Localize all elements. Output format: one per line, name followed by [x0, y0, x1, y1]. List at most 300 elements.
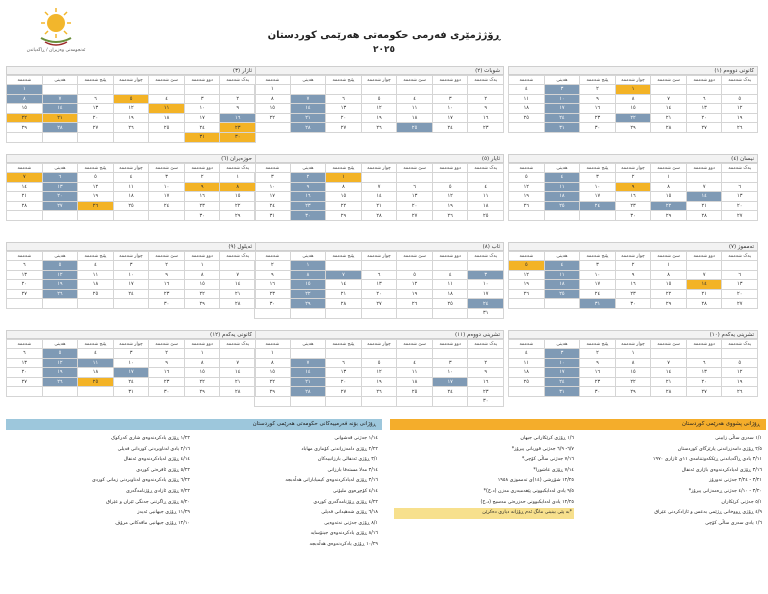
- day-cell: ٦: [397, 182, 433, 192]
- empty-cell: [686, 173, 722, 183]
- page-title: ڕۆژژمێری فەرمی حکومەتی هەرێمی کوردستان: [267, 30, 501, 41]
- empty-cell: [509, 211, 545, 221]
- weekday-header: هەینی: [290, 76, 326, 85]
- holiday-item: *بە پێی بینینی مانگ ئەم ڕۆژانە دیاری دەکرێن: [394, 508, 574, 519]
- day-cell: ٢٠: [686, 113, 722, 123]
- day-cell: ٢٨: [361, 211, 397, 221]
- holiday-item: ٣/٢٠ - ٤/١٠ جەژنی ڕەمەزانی پیرۆز*: [688, 488, 762, 494]
- day-cell: ٦: [686, 358, 722, 368]
- day-cell: ١٤: [290, 104, 326, 114]
- day-cell: ١٧: [184, 113, 220, 123]
- day-cell: ٢٤: [468, 299, 504, 309]
- weekday-header: یەک شەممە: [468, 164, 504, 173]
- day-cell: ٢١: [686, 289, 722, 299]
- day-cell: ١٤: [651, 368, 687, 378]
- day-cell: ٢٤: [544, 377, 580, 387]
- empty-cell: [397, 173, 433, 183]
- weekday-header: سێ شەممە: [397, 252, 433, 261]
- month-name: کانونی دووەم (١): [714, 68, 754, 74]
- day-cell: ٢٦: [432, 211, 468, 221]
- holiday-item: ٨/١ ڕۆژی جەژنی نەتەوەیی: [324, 520, 378, 526]
- day-cell: ١٤: [290, 368, 326, 378]
- day-cell: ٢٤: [432, 123, 468, 133]
- weekday-header: دوو شەممە: [686, 252, 722, 261]
- day-cell: ٢٠: [7, 368, 43, 378]
- day-cell: ٢٦: [722, 123, 758, 133]
- day-cell: ٢٧: [722, 211, 758, 221]
- day-cell: ٣: [580, 173, 616, 183]
- holiday-item: ١/٦ ڕۆژی کرێکارانی جیهان: [520, 436, 574, 441]
- day-cell: ١: [615, 85, 651, 95]
- weekday-header: یەک شەممە: [722, 252, 758, 261]
- day-cell: ١١: [78, 270, 114, 280]
- day-cell: ٩: [220, 104, 256, 114]
- day-cell: ١٣: [686, 104, 722, 114]
- day-cell: ٧: [686, 270, 722, 280]
- empty-cell: [397, 349, 433, 359]
- weekday-header: شەممە: [255, 340, 291, 349]
- day-cell: ٩: [184, 182, 220, 192]
- weekday-header: چوار شەممە: [361, 340, 397, 349]
- day-cell: ١٠: [149, 182, 185, 192]
- official-occasions-col1: [194, 434, 382, 551]
- day-cell: ٢٢: [7, 113, 43, 123]
- month-calendar-1: [508, 66, 758, 148]
- day-cell: ٣٠: [468, 396, 504, 406]
- day-cell: ٢٨: [290, 123, 326, 133]
- day-cell: ٢٠: [397, 201, 433, 211]
- day-cell: ٢٣: [149, 289, 185, 299]
- day-cell: ٢٣: [255, 289, 291, 299]
- empty-cell: [290, 85, 326, 95]
- day-cell: ٢٥: [78, 377, 114, 387]
- day-cell: ٥: [361, 358, 397, 368]
- weekday-header: دوو شەممە: [184, 76, 220, 85]
- empty-cell: [326, 349, 362, 359]
- weekday-header: سێ شەممە: [651, 76, 687, 85]
- weekday-header: دوو شەممە: [184, 164, 220, 173]
- empty-cell: [432, 173, 468, 183]
- day-cell: ١٦: [468, 113, 504, 123]
- day-cell: ٢٤: [113, 377, 149, 387]
- day-cell: ١١: [468, 192, 504, 202]
- day-cell: ٣١: [255, 211, 291, 221]
- day-cell: ١٨: [149, 113, 185, 123]
- empty-cell: [326, 261, 362, 271]
- official-holidays-title: ڕۆژانی پشووی هەرێمی کوردستان: [390, 419, 766, 430]
- day-cell: ٢٤: [544, 113, 580, 123]
- day-cell: ٢٥: [113, 201, 149, 211]
- month-header: [6, 330, 256, 339]
- day-cell: ٢٧: [722, 299, 758, 309]
- day-cell: ٢٨: [42, 123, 78, 133]
- holiday-item: ٤/٢٢ ڕۆژی ڕۆژنامەگەری کوردی: [313, 499, 378, 505]
- empty-cell: [220, 261, 256, 271]
- day-cell: ١٥: [615, 104, 651, 114]
- weekday-header: شەممە: [7, 252, 43, 261]
- day-cell: ١٨: [509, 368, 545, 378]
- month-name: شوبات (٢): [475, 68, 500, 74]
- holiday-item: ٣/٢١ - ٣/٢٤ جەژنی نەورۆز: [709, 478, 762, 484]
- official-holidays-panel: [390, 419, 766, 529]
- day-cell: ٤: [113, 173, 149, 183]
- day-cell: ١: [7, 85, 43, 95]
- week-row: [7, 299, 256, 309]
- day-cell: ١٢: [361, 368, 397, 378]
- day-cell: ١: [326, 173, 362, 183]
- day-cell: ٢٩: [255, 387, 291, 397]
- day-cell: ٢٧: [397, 211, 433, 221]
- holiday-item: ١/١٤ جەژنی قەشوانی: [334, 436, 378, 441]
- day-cell: ٢: [615, 261, 651, 271]
- weekday-header: پێنج شەممە: [580, 76, 616, 85]
- week-row: [255, 270, 504, 280]
- day-cell: ٧: [7, 173, 43, 183]
- day-cell: ٣٠: [220, 132, 256, 142]
- day-cell: ١٥: [290, 280, 326, 290]
- empty-cell: [7, 132, 43, 142]
- week-row: [255, 387, 504, 397]
- holiday-item: ٤/١٤ ڕۆژی لەیادکردنەوەی ئەنفال: [123, 457, 190, 463]
- day-cell: ١٤: [220, 280, 256, 290]
- day-cell: ٢: [220, 94, 256, 104]
- week-row: [7, 368, 256, 378]
- week-row: [7, 261, 256, 271]
- day-cell: ٢٥: [544, 201, 580, 211]
- week-row: [7, 387, 256, 397]
- day-cell: ١٩: [42, 368, 78, 378]
- week-row: [7, 132, 256, 142]
- weekday-header: چوار شەممە: [361, 76, 397, 85]
- day-cell: ٣: [580, 261, 616, 271]
- day-cell: ٢: [149, 349, 185, 359]
- empty-cell: [326, 396, 362, 406]
- holiday-item: ٥/١ جەژنی کرێکاران: [721, 499, 762, 505]
- day-cell: ٣١: [544, 123, 580, 133]
- empty-cell: [42, 211, 78, 221]
- day-cell: ٣: [149, 173, 185, 183]
- day-cell: ٣٠: [149, 299, 185, 309]
- day-cell: ٢٣: [468, 123, 504, 133]
- day-cell: ٢٠: [7, 280, 43, 290]
- day-cell: ٣١: [113, 387, 149, 397]
- day-cell: ١٠: [544, 358, 580, 368]
- empty-cell: [42, 132, 78, 142]
- weekday-header: چوار شەممە: [113, 252, 149, 261]
- day-cell: ١٣: [7, 358, 43, 368]
- empty-cell: [7, 299, 43, 309]
- day-cell: ٢١: [220, 377, 256, 387]
- empty-cell: [78, 299, 114, 309]
- month-calendar-10: [508, 330, 758, 412]
- weekday-header: هەینی: [544, 76, 580, 85]
- week-row: [509, 270, 758, 280]
- day-cell: ٢٩: [615, 387, 651, 397]
- empty-cell: [651, 349, 687, 359]
- empty-cell: [78, 132, 114, 142]
- day-cell: ١٧: [580, 192, 616, 202]
- day-cell: ٥: [397, 270, 433, 280]
- day-cell: ١٢: [509, 270, 545, 280]
- day-cell: ٤: [509, 85, 545, 95]
- day-cell: ٢٦: [361, 387, 397, 397]
- day-cell: ١٨: [78, 280, 114, 290]
- month-name: حوزەیران (٦): [221, 156, 252, 162]
- empty-cell: [290, 308, 326, 318]
- empty-cell: [113, 299, 149, 309]
- weekday-header: دوو شەممە: [184, 252, 220, 261]
- holiday-item: ١٢/٢٥ شۆڕشی (١٤)ی تەمموزی ١٩٥٨: [497, 478, 574, 484]
- official-occasions-panel: [6, 419, 382, 551]
- day-cell: ٢٥: [509, 113, 545, 123]
- day-cell: ١٣: [397, 192, 433, 202]
- day-cell: ٥: [42, 349, 78, 359]
- day-cell: ٢٩: [220, 211, 256, 221]
- empty-cell: [220, 85, 256, 95]
- holiday-item: ١/٢٢ ڕۆژی یادکردنەوەی شاری کەرکوک: [110, 436, 190, 441]
- empty-cell: [361, 173, 397, 183]
- empty-cell: [686, 85, 722, 95]
- day-cell: ١٦: [615, 280, 651, 290]
- day-cell: ١٨: [544, 280, 580, 290]
- weekday-header: شەممە: [509, 164, 545, 173]
- week-row: [509, 299, 758, 309]
- day-cell: ١١: [432, 280, 468, 290]
- day-cell: ١٦: [290, 192, 326, 202]
- holiday-item: ١٢/٢٥ یادی لەدایکبوونی حەزرەتی مەسیح (د.خ): [480, 499, 574, 505]
- day-cell: ٣: [544, 349, 580, 359]
- empty-cell: [361, 308, 397, 318]
- week-row: [255, 211, 504, 221]
- day-cell: ١٩: [42, 280, 78, 290]
- empty-cell: [290, 396, 326, 406]
- day-cell: ١١: [78, 358, 114, 368]
- empty-cell: [42, 299, 78, 309]
- day-cell: ١٦: [468, 377, 504, 387]
- empty-cell: [397, 396, 433, 406]
- empty-cell: [220, 349, 256, 359]
- weekday-header: شەممە: [7, 76, 43, 85]
- day-cell: ١٥: [326, 192, 362, 202]
- day-cell: ١٢: [722, 104, 758, 114]
- day-cell: ٤: [509, 349, 545, 359]
- month-header: [6, 242, 256, 251]
- day-cell: ١٦: [220, 113, 256, 123]
- day-cell: ٣: [113, 349, 149, 359]
- day-cell: ٣: [432, 358, 468, 368]
- day-cell: ٢٠: [326, 113, 362, 123]
- day-cell: ٦: [326, 94, 362, 104]
- day-cell: ٣: [255, 173, 291, 183]
- day-cell: ٥: [509, 173, 545, 183]
- day-cell: ١٨: [432, 289, 468, 299]
- week-row: [7, 349, 256, 359]
- month-table: [508, 251, 758, 309]
- weekday-header: یەک شەممە: [220, 164, 256, 173]
- week-row: [509, 211, 758, 221]
- month-table: [508, 75, 758, 133]
- weekday-header: هەینی: [42, 252, 78, 261]
- day-cell: ٢١: [651, 113, 687, 123]
- day-cell: ٨: [615, 94, 651, 104]
- day-cell: ١١: [113, 182, 149, 192]
- weekday-header: دوو شەممە: [686, 164, 722, 173]
- day-cell: ٣: [184, 94, 220, 104]
- day-cell: ٣١: [544, 387, 580, 397]
- day-cell: ٢٤: [113, 289, 149, 299]
- month-table: [254, 251, 504, 319]
- week-row: [509, 94, 758, 104]
- weekday-header: پێنج شەممە: [326, 76, 362, 85]
- day-cell: ٤: [432, 270, 468, 280]
- official-occasions-title: ڕۆژانی بۆنە فەرمییەکانی حکومەتی هەرێمی کوردستان: [6, 419, 382, 430]
- weekday-header: دوو شەممە: [686, 340, 722, 349]
- day-cell: ٢٣: [290, 201, 326, 211]
- weekday-header: شەممە: [7, 164, 43, 173]
- day-cell: ٣١: [580, 299, 616, 309]
- week-row: [509, 201, 758, 211]
- day-cell: ١١: [397, 104, 433, 114]
- day-cell: ٢٠: [361, 289, 397, 299]
- month-header: [254, 154, 504, 163]
- day-cell: ٦: [7, 349, 43, 359]
- day-cell: ١٥: [615, 368, 651, 378]
- week-row: [7, 94, 256, 104]
- day-cell: ٣٠: [290, 211, 326, 221]
- weekday-header: چوار شەممە: [615, 164, 651, 173]
- day-cell: ٢٣: [580, 377, 616, 387]
- day-cell: ٢: [580, 349, 616, 359]
- weekday-header: هەینی: [290, 164, 326, 173]
- day-cell: ١٠: [184, 104, 220, 114]
- month-name: تەمموز (٧): [728, 244, 754, 250]
- weekday-header: هەینی: [544, 252, 580, 261]
- day-cell: ٢٢: [651, 201, 687, 211]
- day-cell: ٤: [544, 261, 580, 271]
- weekday-header: پێنج شەممە: [78, 164, 114, 173]
- holiday-item: ١/٦ یادی سەری ساڵی کۆچی: [705, 520, 762, 526]
- weekday-header: یەک شەممە: [468, 252, 504, 261]
- month-calendar-12: [6, 330, 256, 412]
- day-cell: ١٤: [42, 104, 78, 114]
- week-row: [255, 123, 504, 133]
- empty-cell: [722, 261, 758, 271]
- week-row: [255, 192, 504, 202]
- holiday-item: ٧/٢٢ ڕۆژی ئازادی ڕۆژنامەگەری: [125, 488, 190, 494]
- day-cell: ٢٣: [580, 113, 616, 123]
- day-cell: ٢١: [290, 377, 326, 387]
- empty-cell: [722, 349, 758, 359]
- weekday-header: چوار شەممە: [113, 76, 149, 85]
- holiday-item: ٧/١٤ ڕۆژی عاشورا*: [533, 467, 574, 473]
- week-row: [255, 358, 504, 368]
- day-cell: ٢٢: [255, 113, 291, 123]
- day-cell: ١٦: [615, 192, 651, 202]
- day-cell: ١٧: [468, 289, 504, 299]
- empty-cell: [78, 85, 114, 95]
- day-cell: ٢٩: [184, 387, 220, 397]
- day-cell: ٢٤: [432, 387, 468, 397]
- week-row: [509, 123, 758, 133]
- day-cell: ٥: [42, 261, 78, 271]
- weekday-header: چوار شەممە: [615, 76, 651, 85]
- day-cell: ٢٦: [722, 387, 758, 397]
- day-cell: ٢١: [42, 113, 78, 123]
- day-cell: ٢٨: [220, 299, 256, 309]
- weekday-header: سێ شەممە: [397, 164, 433, 173]
- day-cell: ٢٣: [220, 123, 256, 133]
- day-cell: ١٤: [361, 192, 397, 202]
- holiday-item: ١١/٢٩ ڕۆژی جیهانیی ئەیدز: [137, 510, 190, 516]
- day-cell: ٢: [468, 358, 504, 368]
- day-cell: ١٦: [184, 192, 220, 202]
- empty-cell: [113, 85, 149, 95]
- empty-cell: [361, 396, 397, 406]
- week-row: [255, 308, 504, 318]
- day-cell: ٢٥: [397, 387, 433, 397]
- day-cell: ١٥: [651, 192, 687, 202]
- day-cell: ٢٥: [78, 289, 114, 299]
- day-cell: ٣٠: [615, 211, 651, 221]
- month-calendar-3: [6, 66, 256, 148]
- day-cell: ٢٨: [290, 387, 326, 397]
- day-cell: ١٧: [432, 113, 468, 123]
- day-cell: ١٠: [468, 280, 504, 290]
- day-cell: ١٣: [42, 182, 78, 192]
- holiday-item: ٨/١٦ ڕۆژی یادکردنەوەی جینۆساید: [310, 531, 378, 537]
- weekday-header: پێنج شەممە: [326, 164, 362, 173]
- day-cell: ١٩: [722, 113, 758, 123]
- holiday-item: ٧/١٦ جەژنی ساڵی کۆچی*: [521, 457, 574, 463]
- week-row: [509, 192, 758, 202]
- empty-cell: [509, 123, 545, 133]
- day-cell: ٥: [722, 94, 758, 104]
- empty-cell: [255, 308, 291, 318]
- empty-cell: [468, 349, 504, 359]
- day-cell: ٢٢: [615, 377, 651, 387]
- day-cell: ١١: [509, 358, 545, 368]
- month-calendar-9: [6, 242, 256, 324]
- empty-cell: [432, 261, 468, 271]
- day-cell: ٢٨: [686, 211, 722, 221]
- day-cell: ٨: [651, 270, 687, 280]
- day-cell: ١٢: [397, 280, 433, 290]
- day-cell: ٧: [326, 270, 362, 280]
- empty-cell: [397, 85, 433, 95]
- day-cell: ١٠: [113, 358, 149, 368]
- week-row: [509, 368, 758, 378]
- week-row: [255, 299, 504, 309]
- day-cell: ٢٩: [290, 299, 326, 309]
- empty-cell: [722, 85, 758, 95]
- day-cell: ٢٦: [78, 201, 114, 211]
- empty-cell: [509, 387, 545, 397]
- empty-cell: [468, 85, 504, 95]
- day-cell: ٨: [290, 270, 326, 280]
- empty-cell: [149, 211, 185, 221]
- holiday-item: ٦/٢٢ ڕۆژی یادکردنەوەی لەناوبردنی زمانی کوردی: [91, 478, 190, 484]
- day-cell: ٢٨: [220, 387, 256, 397]
- day-cell: ١٠: [113, 270, 149, 280]
- day-cell: ٩: [255, 270, 291, 280]
- day-cell: ١: [651, 261, 687, 271]
- page-year: ٢٠٢٥: [373, 45, 395, 55]
- weekday-header: چوار شەممە: [361, 252, 397, 261]
- day-cell: ٢٦: [509, 289, 545, 299]
- official-holidays-col2: [390, 434, 578, 529]
- day-cell: ٦: [326, 358, 362, 368]
- day-cell: ٢١: [686, 201, 722, 211]
